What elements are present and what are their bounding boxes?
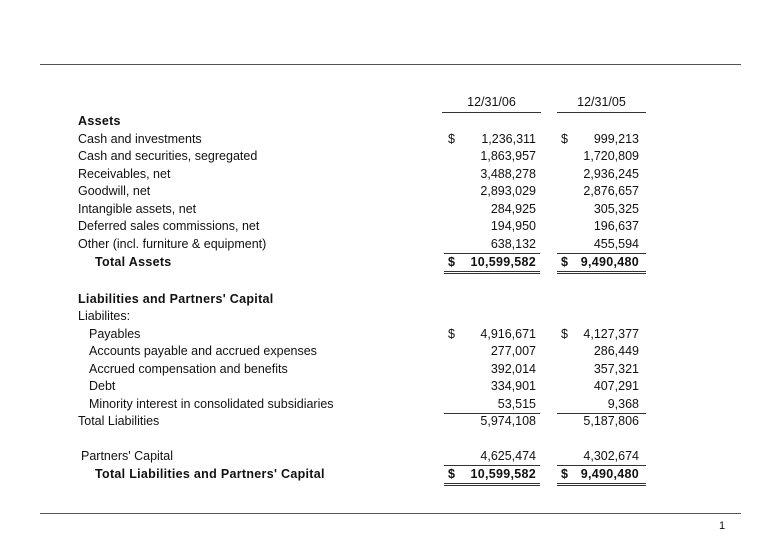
row-label: Cash and securities, segregated (78, 149, 258, 163)
value-2005 (561, 254, 639, 272)
double-underline (444, 485, 540, 486)
double-underline (557, 271, 646, 272)
value-2006 (448, 413, 536, 431)
amount: 4,625,474 (480, 449, 536, 463)
table-row (0, 148, 779, 166)
value-2005 (561, 183, 639, 201)
amount: 5,187,806 (583, 414, 639, 428)
liabilities-subheading: Liabilites: (78, 309, 131, 323)
assets-heading-row (0, 113, 779, 131)
value-2005 (561, 236, 639, 254)
table-row (0, 183, 779, 201)
amount: 2,876,657 (583, 184, 639, 198)
table-row (0, 218, 779, 236)
amount: 9,368 (607, 396, 639, 411)
amount: 392,014 (490, 361, 536, 376)
value-2006 (448, 218, 536, 236)
value-2006 (448, 183, 536, 201)
value-2006 (448, 396, 536, 414)
value-2006 (448, 343, 536, 361)
value-2005 (561, 326, 639, 344)
amount: 2,936,245 (583, 166, 639, 181)
value-2005 (561, 378, 639, 396)
value-2005 (561, 448, 639, 466)
row-label: Other (incl. furniture & equipment) (78, 236, 267, 251)
amount: 455,594 (593, 236, 639, 251)
currency-symbol: $ (561, 466, 569, 481)
row-label: Receivables, net (78, 166, 171, 181)
table-row (0, 131, 779, 149)
top-rule (40, 64, 741, 65)
row-label: Intangible assets, net (78, 201, 197, 216)
amount: 277,007 (490, 344, 536, 358)
currency-symbol: $ (448, 466, 456, 481)
amount: 1,720,809 (583, 149, 639, 163)
value-2005 (561, 396, 639, 414)
double-underline (444, 273, 540, 274)
value-2006 (448, 148, 536, 166)
grand-total-row (0, 466, 779, 484)
liabilities-subheading-row (0, 308, 779, 326)
partners-capital-row (0, 448, 779, 466)
row-label: Total Liabilities and Partners' Capital (95, 466, 325, 481)
amount: 3,488,278 (480, 166, 536, 181)
row-label: Total Liabilities (78, 414, 160, 428)
table-row (0, 166, 779, 184)
page-number: 1 (719, 520, 726, 532)
amount: 1,863,957 (480, 149, 536, 163)
value-2006 (448, 448, 536, 466)
amount: 1,236,311 (481, 131, 536, 146)
value-2005 (561, 201, 639, 219)
currency-symbol: $ (448, 131, 455, 146)
double-underline (557, 485, 646, 486)
row-label: Payables (89, 326, 141, 341)
amount: 53,515 (497, 396, 536, 411)
column-header-2006: 12/31/06 (442, 95, 541, 113)
value-2006 (448, 131, 536, 149)
amount: 4,916,671 (480, 326, 536, 341)
value-2006 (448, 201, 536, 219)
value-2006 (448, 236, 536, 254)
currency-symbol: $ (561, 131, 568, 146)
currency-symbol: $ (448, 326, 455, 341)
double-underline (557, 483, 646, 484)
amount: 638,132 (490, 236, 536, 251)
table-row (0, 201, 779, 219)
value-2005 (561, 166, 639, 184)
value-2006 (448, 254, 536, 272)
amount: 4,127,377 (583, 326, 639, 341)
amount: 196,637 (593, 219, 639, 233)
table-row (0, 361, 779, 379)
bottom-rule (40, 513, 741, 514)
amount: 284,925 (490, 201, 536, 216)
value-2005 (561, 343, 639, 361)
total-assets-row (0, 254, 779, 272)
value-2005 (561, 413, 639, 431)
table-row (0, 378, 779, 396)
amount: 334,901 (490, 379, 536, 393)
currency-symbol: $ (561, 254, 569, 269)
value-2005 (561, 218, 639, 236)
amount: 407,291 (593, 379, 639, 393)
value-2005 (561, 148, 639, 166)
value-2006 (448, 378, 536, 396)
table-row (0, 236, 779, 254)
table-row (0, 396, 779, 414)
amount: 10,599,582 (470, 466, 536, 481)
amount: 9,490,480 (580, 466, 639, 481)
double-underline (444, 483, 540, 484)
value-2006 (448, 361, 536, 379)
total-liabilities-row (0, 413, 779, 431)
row-label: Deferred sales commissions, net (78, 219, 260, 233)
liabilities-heading: Liabilities and Partners' Capital (78, 291, 274, 306)
value-2005 (561, 466, 639, 484)
amount: 10,599,582 (470, 254, 536, 269)
value-2006 (448, 326, 536, 344)
value-2005 (561, 131, 639, 149)
amount: 4,302,674 (583, 449, 639, 463)
amount: 194,950 (490, 219, 536, 233)
currency-symbol: $ (448, 254, 456, 269)
row-label: Total Assets (95, 254, 172, 269)
currency-symbol: $ (561, 326, 568, 341)
value-2006 (448, 166, 536, 184)
assets-heading: Assets (78, 114, 121, 128)
amount: 357,321 (593, 361, 639, 376)
amount: 9,490,480 (580, 254, 639, 269)
double-underline (557, 273, 646, 274)
amount: 286,449 (593, 344, 639, 358)
double-underline (444, 271, 540, 272)
row-label: Accounts payable and accrued expenses (89, 344, 317, 358)
row-label: Cash and investments (78, 131, 202, 146)
row-label: Accrued compensation and benefits (89, 361, 288, 376)
row-label: Partners' Capital (81, 449, 174, 463)
row-label: Minority interest in consolidated subsidiaries (89, 396, 334, 411)
value-2005 (561, 361, 639, 379)
amount: 999,213 (593, 131, 639, 146)
amount: 2,893,029 (480, 184, 536, 198)
value-2006 (448, 466, 536, 484)
table-row (0, 326, 779, 344)
row-label: Debt (89, 379, 116, 393)
liabilities-heading-row (0, 291, 779, 309)
table-row (0, 343, 779, 361)
row-label: Goodwill, net (78, 184, 151, 198)
amount: 305,325 (593, 201, 639, 216)
column-header-2005: 12/31/05 (557, 95, 646, 113)
amount: 5,974,108 (480, 414, 536, 428)
